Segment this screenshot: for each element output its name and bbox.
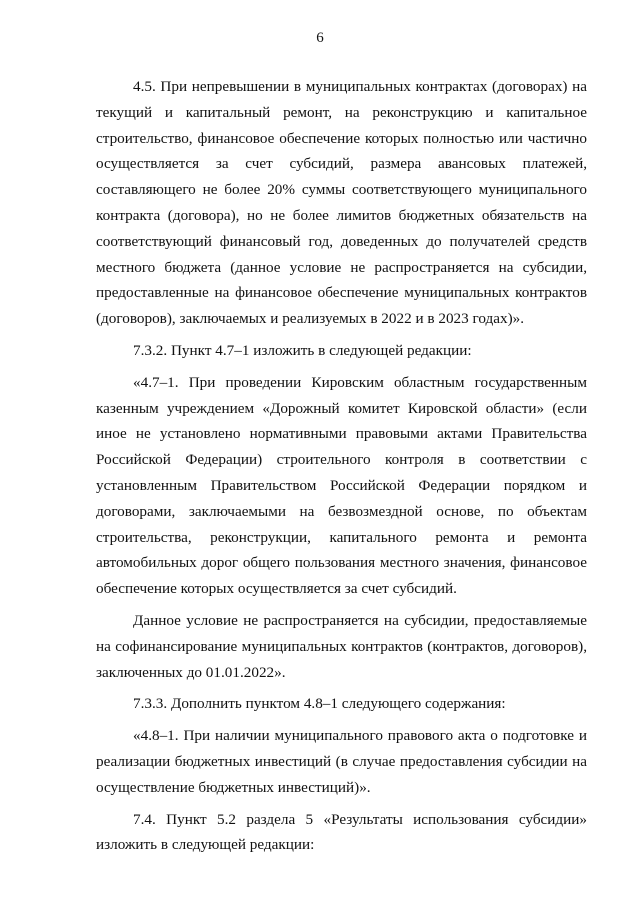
page-number: 6 — [316, 30, 324, 46]
paragraph-7-3-2: 7.3.2. Пункт 4.7–1 изложить в следующей редакции: — [133, 341, 472, 359]
paragraph-exception: Данное условие не распространяется на субсидии, предоставляемые на софинансирование муниципальных контрактов (контрактов, договоров), заключенных до 01.01.2022». — [96, 611, 587, 681]
paragraph-4-7-1: «4.7–1. При проведении Кировским областным государственным казенным учреждением «Дорожный комитет Кировской области» (если иное не установлено нормативными правовыми актами Правительства Российской Федерации) строительного контроля в соответствии с установленным Правительством Российской Федерации порядком и договорами, заключаемыми на безвозмездной основе, по объектам строительства, реконструкции, капитального ремонта и ремонта автомобильных дорог общего пользования местного значения, финансовое обеспечение которых осуществляется за счет субсидий. — [96, 373, 587, 598]
paragraph-4-5: 4.5. При непревышении в муниципальных контрактах (договорах) на текущий и капитальный ремонт, на реконструкцию и капитальное строительство, финансовое обеспечение которых полностью или частично осуществляется за счет субсидий, размера авансовых платежей, составляющего не более 20% суммы соответствующего муниципального контракта (договора), но не более лимитов бюджетных обязательств на соответствующий финансовый год, доведенных до получателей средств местного бюджета (данное условие не распространяется на субсидии, предоставленные на финансовое обеспечение муниципальных контрактов (договоров), заключаемых и реализуемых в 2022 и в 2023 годах)». — [96, 78, 587, 328]
paragraph-4-8-1: «4.8–1. При наличии муниципального правового акта о подготовке и реализации бюджетных инвестиций (в случае предоставления субсидии на осуществление бюджетных инвестиций)». — [96, 727, 587, 796]
paragraph-7-3-3: 7.3.3. Дополнить пунктом 4.8–1 следующего содержания: — [133, 695, 506, 713]
paragraph-7-4: 7.4. Пункт 5.2 раздела 5 «Результаты использования субсидии» изложить в следующей редакции: — [96, 810, 587, 854]
document-body — [96, 74, 587, 858]
